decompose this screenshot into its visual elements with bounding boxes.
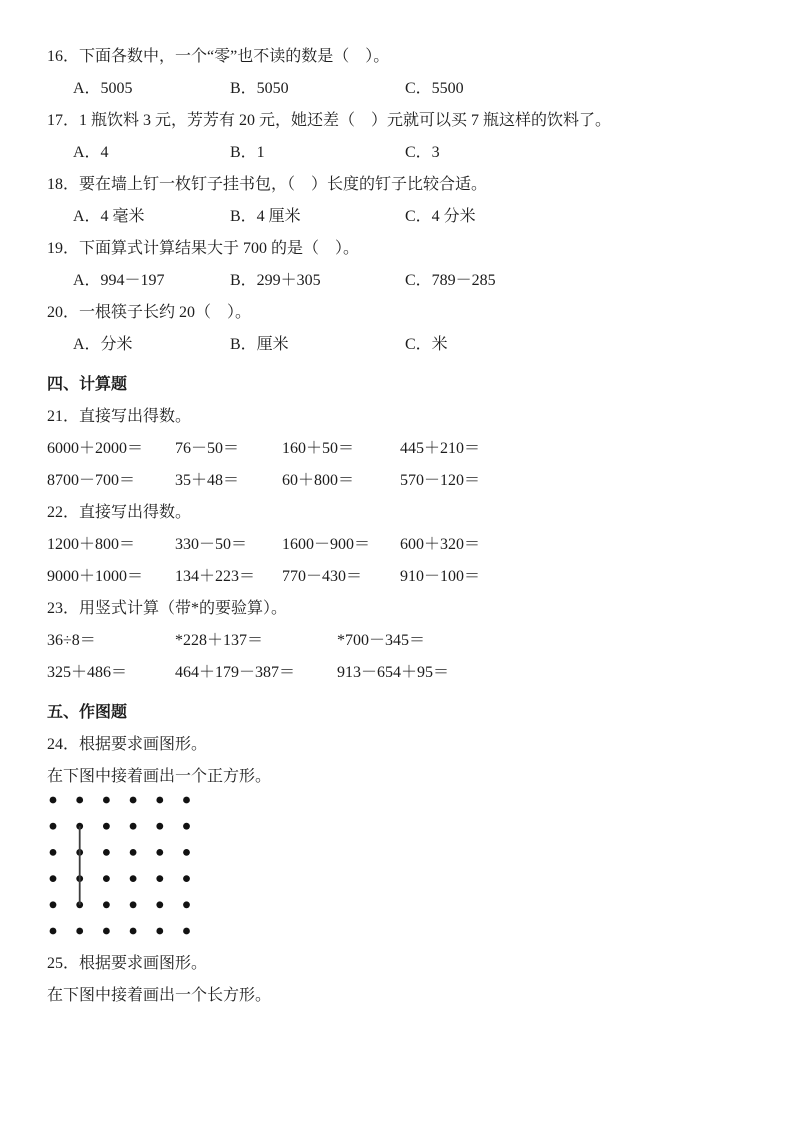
grid-dot	[50, 875, 57, 882]
expression: 770－430＝	[282, 568, 363, 585]
grid-dot	[130, 797, 137, 804]
grid-dot	[156, 875, 163, 882]
section-4-heading: 四、计算题	[47, 376, 128, 393]
question-20-number: 20．	[47, 304, 80, 321]
question-20-option-b: B．厘米	[230, 336, 289, 353]
question-18-options	[47, 201, 747, 233]
grid-dot	[50, 797, 57, 804]
question-17-option-b: B．1	[230, 144, 265, 161]
grid-dot	[50, 849, 57, 856]
question-19-option-b: B．299＋305	[230, 272, 321, 289]
grid-dot	[156, 823, 163, 830]
grid-dot	[156, 901, 163, 908]
question-19-options	[47, 265, 747, 297]
question-18-option-a: A．4 毫米	[73, 208, 145, 225]
grid-dot	[156, 797, 163, 804]
question-18-option-b: B．4 厘米	[230, 208, 301, 225]
grid-dot	[103, 797, 110, 804]
expression: 35＋48＝	[175, 472, 240, 489]
question-16-option-b: B．5050	[230, 80, 289, 97]
question-16-number: 16．	[47, 48, 80, 65]
grid-dot	[103, 849, 110, 856]
expression: 6000＋2000＝	[47, 440, 144, 457]
question-22-row-2	[47, 561, 747, 593]
expression: *700－345＝	[337, 632, 426, 649]
question-23-row-1	[47, 625, 747, 657]
question-23-label: 23．用竖式计算（带*的要验算）。	[47, 600, 288, 617]
section-5-heading: 五、作图题	[47, 704, 128, 721]
grid-dot	[103, 823, 110, 830]
grid-dot	[103, 901, 110, 908]
expression: 1600－900＝	[282, 536, 371, 553]
expression: 464＋179－387＝	[175, 664, 296, 681]
question-17-line	[47, 105, 747, 137]
grid-dot	[130, 849, 137, 856]
question-24-instruction: 在下图中接着画出一个正方形。	[47, 768, 272, 785]
question-18-line	[47, 169, 747, 201]
question-16-option-c: C．5500	[405, 80, 464, 97]
grid-dot	[130, 875, 137, 882]
question-17-options	[47, 137, 747, 169]
expression: 1200＋800＝	[47, 536, 136, 553]
grid-dot	[76, 797, 83, 804]
grid-dot	[103, 928, 110, 935]
question-17-number: 17．	[47, 112, 80, 129]
question-16-option-a: A．5005	[73, 80, 133, 97]
question-18-number: 18．	[47, 176, 80, 193]
question-20-text: 一根筷子长约 20（ ）。	[79, 304, 252, 321]
question-23-row-2	[47, 657, 747, 689]
question-19-option-a: A．994－197	[73, 272, 165, 289]
grid-dot	[183, 901, 190, 908]
grid-dot	[76, 928, 83, 935]
expression: 60＋800＝	[282, 472, 355, 489]
grid-dot	[156, 849, 163, 856]
question-17-text: 1 瓶饮料 3 元，芳芳有 20 元，她还差（ ）元就可以买 7 瓶这样的饮料了。	[79, 112, 612, 129]
expression: 600＋320＝	[400, 536, 481, 553]
question-24-grid-area	[47, 795, 747, 936]
question-20-option-c: C．米	[405, 336, 448, 353]
question-25-instruction: 在下图中接着画出一个长方形。	[47, 987, 272, 1004]
question-19-line	[47, 233, 747, 265]
grid-dot	[130, 823, 137, 830]
question-18-option-c: C．4 分米	[405, 208, 476, 225]
question-21-label: 21．直接写出得数。	[47, 408, 192, 425]
question-21-row-2	[47, 465, 747, 497]
question-20-options	[47, 329, 747, 361]
grid-dot	[183, 849, 190, 856]
question-20-line	[47, 297, 747, 329]
expression: 36÷8＝	[47, 632, 96, 649]
grid-dot	[183, 875, 190, 882]
question-19-option-c: C．789－285	[405, 272, 496, 289]
question-16-options	[47, 73, 747, 105]
question-19-text: 下面算式计算结果大于 700 的是（ ）。	[79, 240, 360, 257]
expression: 330－50＝	[175, 536, 248, 553]
expression: 570－120＝	[400, 472, 481, 489]
grid-dot	[183, 823, 190, 830]
expression: 8700－700＝	[47, 472, 136, 489]
grid-dot	[50, 901, 57, 908]
grid-dot	[183, 797, 190, 804]
question-17-option-a: A．4	[73, 144, 109, 161]
grid-dot	[130, 928, 137, 935]
expression: 445＋210＝	[400, 440, 481, 457]
expression: 325＋486＝	[47, 664, 128, 681]
grid-dot	[50, 823, 57, 830]
question-24-label: 24．根据要求画图形。	[47, 736, 208, 753]
dot-grid	[48, 795, 192, 936]
question-17-option-c: C．3	[405, 144, 440, 161]
question-21-row-1	[47, 433, 747, 465]
grid-dot	[130, 901, 137, 908]
question-19-number: 19．	[47, 240, 80, 257]
grid-dot	[183, 928, 190, 935]
question-25-label: 25．根据要求画图形。	[47, 955, 208, 972]
expression: 76－50＝	[175, 440, 240, 457]
expression: 160＋50＝	[282, 440, 355, 457]
question-20-option-a: A．分米	[73, 336, 133, 353]
grid-dot	[50, 928, 57, 935]
expression: 910－100＝	[400, 568, 481, 585]
question-18-text: 要在墙上钉一枚钉子挂书包，（ ）长度的钉子比较合适。	[79, 176, 488, 193]
expression: 134＋223＝	[175, 568, 256, 585]
grid-dot	[103, 875, 110, 882]
question-22-row-1	[47, 529, 747, 561]
question-16-text: 下面各数中，一个“零”也不读的数是（ ）。	[79, 48, 390, 65]
expression: *228＋137＝	[175, 632, 264, 649]
question-22-label: 22．直接写出得数。	[47, 504, 192, 521]
expression: 9000＋1000＝	[47, 568, 144, 585]
question-16-line	[47, 41, 747, 73]
expression: 913－654＋95＝	[337, 664, 450, 681]
grid-dot	[156, 928, 163, 935]
